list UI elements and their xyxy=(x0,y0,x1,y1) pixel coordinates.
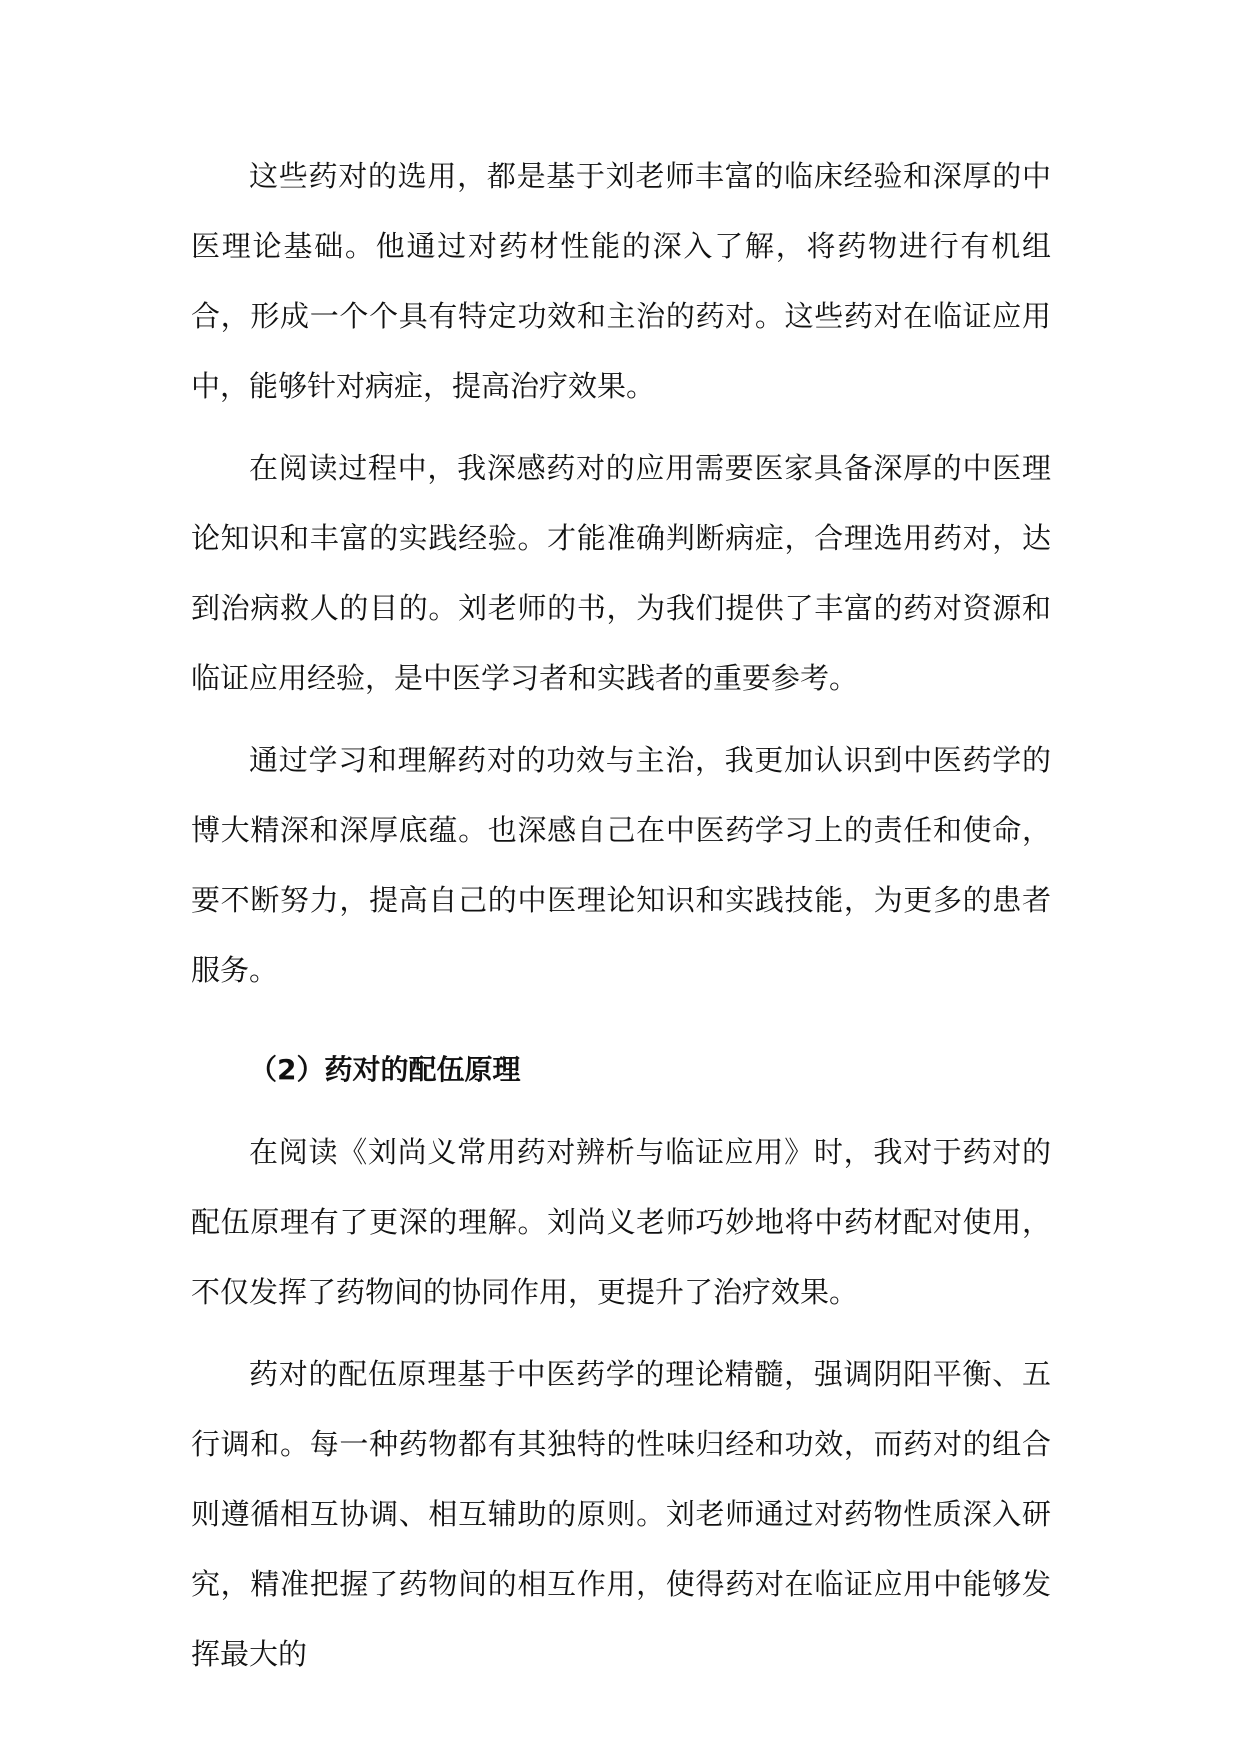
paragraph-5: 药对的配伍原理基于中医药学的理论精髓，强调阴阳平衡、五行调和。每一种药物都有其独特的性味归经和功效，而药对的组合则遵循相互协调、相互辅助的原则。刘老师通过对药物性质深入研究，精准把握了药物间的相互作用，使得药对在临证应用中能够发挥最大的 xyxy=(191,1357,1051,1671)
paragraph-1: 这些药对的选用，都是基于刘老师丰富的临床经验和深厚的中医理论基础。他通过对药材性能的深入了解，将药物进行有机组合，形成一个个具有特定功效和主治的药对。这些药对在临证应用中，能够针对病症，提高治疗效果。 xyxy=(191,159,1051,403)
paragraph-3: 通过学习和理解药对的功效与主治，我更加认识到中医药学的博大精深和深厚底蕴。也深感自己在中医药学习上的责任和使命，要不断努力，提高自己的中医理论知识和实践技能，为更多的患者服务。 xyxy=(191,743,1051,987)
paragraph-4: 在阅读《刘尚义常用药对辨析与临证应用》时，我对于药对的配伍原理有了更深的理解。刘尚义老师巧妙地将中药材配对使用，不仅发挥了药物间的协同作用，更提升了治疗效果。 xyxy=(191,1135,1051,1309)
paragraph-2: 在阅读过程中，我深感药对的应用需要医家具备深厚的中医理论知识和丰富的实践经验。才能准确判断病症，合理选用药对，达到治病救人的目的。刘老师的书，为我们提供了丰富的药对资源和临证应用经验，是中医学习者和实践者的重要参考。 xyxy=(191,451,1051,695)
document-body xyxy=(191,141,1051,1701)
section-heading: （2）药对的配伍原理 xyxy=(249,1053,521,1086)
